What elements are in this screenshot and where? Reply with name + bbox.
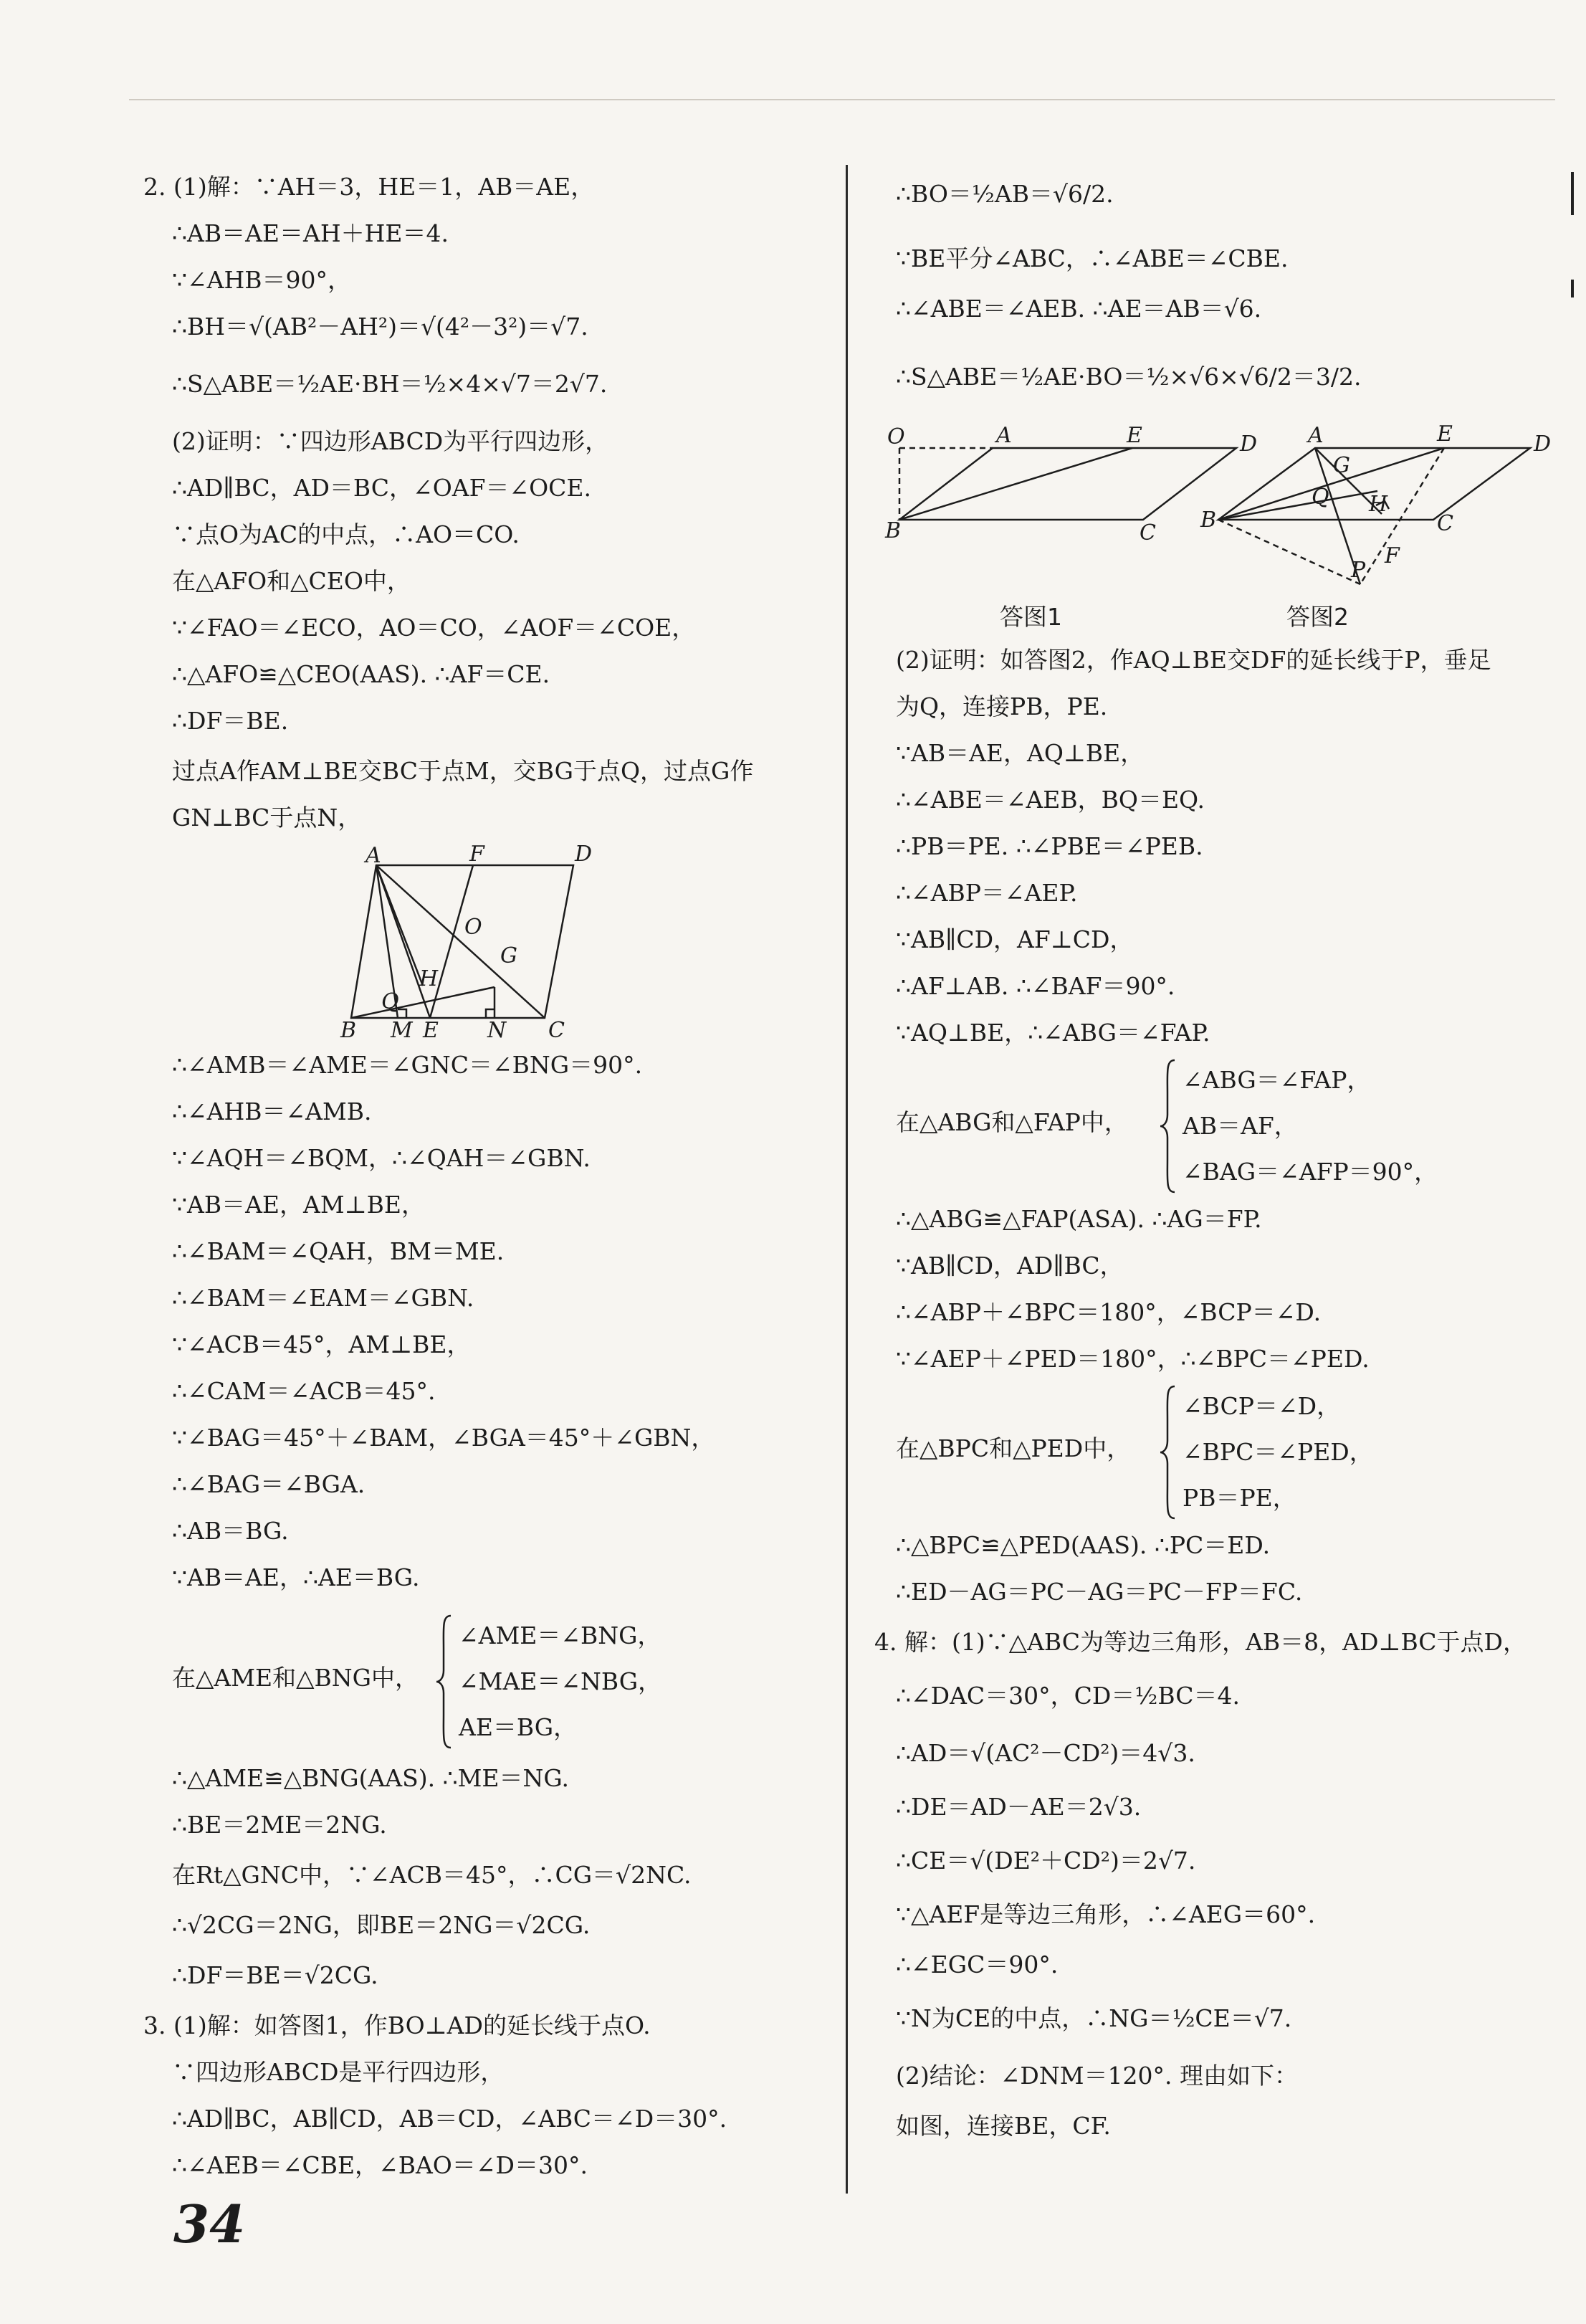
text-line: ∴BO＝½AB＝√6/2. [896,180,1114,208]
text-line: ∵∠AEP＋∠PED＝180°，∴∠BPC＝∠PED. [896,1345,1370,1373]
text-line: ∴∠AEB＝∠CBE，∠BAO＝∠D＝30°. [172,2151,588,2179]
figure-caption: 答图1 [1000,603,1062,631]
text-line: ∵AB∥CD，AD∥BC， [896,1252,1124,1280]
text-line: ∴DF＝BE＝√2CG. [172,1961,378,1989]
text-line: ∴AD∥BC，AD＝BC，∠OAF＝∠OCE. [172,474,592,502]
point-label: G [500,943,517,968]
brace-icon [434,1613,455,1751]
brace-line: ∠AME＝∠BNG， [459,1621,661,1649]
figure-caption: 答图2 [1286,603,1349,631]
text-line: ∴∠BAG＝∠BGA. [172,1470,366,1498]
text-line: ∵N为CE的中点，∴NG＝½CE＝√7. [896,2004,1292,2032]
point-label: B [340,1018,357,1043]
text-line: ∴BH＝√(AB²－AH²)＝√(4²－3²)＝√7. [172,313,588,340]
point-label: D [1240,432,1258,457]
text-line: ∵AB＝AE，∴AE＝BG. [172,1563,420,1591]
text-line: ∴CE＝√(DE²＋CD²)＝2√7. [896,1847,1196,1875]
text-line: 如图，连接BE，CF. [896,2112,1111,2140]
page-number: 34 [173,2194,246,2254]
point-label: O [464,915,482,940]
brace-line: ∠BCP＝∠D， [1183,1392,1341,1420]
brace-system [896,1384,1541,1527]
point-label: D [575,842,593,867]
text-line: ∴∠ABP＋∠BPC＝180°，∠BCP＝∠D. [896,1298,1322,1326]
text-line: 3. (1)解：如答图1，作BO⊥AD的延长线于点O. [143,2011,651,2039]
brace-system [172,1613,817,1756]
point-label: B [885,518,902,543]
point-label: D [1534,432,1552,457]
text-line: (2)证明：∵四边形ABCD为平行四边形， [172,427,609,455]
brace-label: 在△ABG和△FAP中， [896,1108,1128,1136]
text-line: ∴△AFO≌△CEO(AAS). ∴AF＝CE. [172,660,550,688]
text-line: ∴∠ABE＝∠AEB，BQ＝EQ. [896,786,1205,814]
text-line: ∴∠DAC＝30°，CD＝½BC＝4. [896,1682,1240,1710]
point-label: H [1369,492,1388,517]
text-line: ∴√2CG＝2NG，即BE＝2NG＝√2CG. [172,1911,591,1939]
point-label: C [1140,520,1156,546]
text-line: 在Rt△GNC中，∵∠ACB＝45°，∴CG＝√2NC. [172,1861,692,1889]
text-line: ∴∠BAM＝∠EAM＝∠GBN. [172,1284,474,1312]
text-line: 过点A作AM⊥BE交BC于点M，交BG于点Q，过点G作 [172,757,754,785]
brace-line: ∠ABG＝∠FAP， [1183,1066,1371,1094]
text-line: ∵∠AQH＝∠BQM，∴∠QAH＝∠GBN. [172,1144,591,1172]
text-line: ∴AB＝BG. [172,1517,289,1545]
point-label: M [391,1018,413,1043]
point-label: E [423,1018,439,1043]
text-line: ∴∠ABP＝∠AEP. [896,879,1078,907]
brace-line: PB＝PE， [1183,1484,1296,1512]
text-line: ∵AB＝AE，AQ⊥BE， [896,739,1145,767]
text-line: ∴PB＝PE. ∴∠PBE＝∠PEB. [896,832,1203,860]
text-line: ∵∠BAG＝45°＋∠BAM，∠BGA＝45°＋∠GBN， [172,1424,715,1452]
edge-mark-top [1571,172,1574,215]
point-label: P [1351,558,1366,583]
text-line: ∵AB∥CD，AF⊥CD， [896,925,1134,953]
text-line: ∴△AME≌△BNG(AAS). ∴ME＝NG. [172,1764,570,1792]
point-label: B [1200,508,1217,533]
text-line: ∴S△ABE＝½AE·BO＝½×√6×√6/2＝3/2. [896,363,1362,391]
text-line: ∴AF⊥AB. ∴∠BAF＝90°. [896,972,1175,1000]
point-label: C [1437,511,1453,536]
text-line: ∴AB＝AE＝AH＋HE＝4. [172,219,449,247]
text-line: ∴∠CAM＝∠ACB＝45°. [172,1377,436,1405]
point-label: E [1437,422,1453,447]
text-line: ∴∠AMB＝∠AME＝∠GNC＝∠BNG＝90°. [172,1051,643,1079]
text-line: ∵∠AHB＝90°， [172,266,351,294]
point-label: G [1333,453,1350,478]
brace-icon [1157,1057,1179,1195]
point-label: F [469,842,484,867]
text-line: ∴∠EGC＝90°. [896,1951,1059,1978]
point-label: Q [381,989,399,1014]
text-line: 为Q，连接PB，PE. [896,692,1108,720]
text-line: ∴ED－AG＝PC－AG＝PC－FP＝FC. [896,1578,1303,1606]
text-line: ∵∠FAO＝∠ECO，AO＝CO，∠AOF＝∠COE， [172,614,696,642]
header-rule [129,99,1555,100]
text-line: 在△AFO和△CEO中， [172,567,411,595]
text-line: ∵△AEF是等边三角形，∴∠AEG＝60°. [896,1900,1316,1928]
text-line: ∴△BPC≌△PED(AAS). ∴PC＝ED. [896,1531,1271,1559]
text-line: ∴S△ABE＝½AE·BH＝½×4×√7＝2√7. [172,370,608,398]
text-line: ∵四边形ABCD是平行四边形， [172,2058,505,2086]
text-line: ∴∠BAM＝∠QAH，BM＝ME. [172,1237,505,1265]
text-line: ∵BE平分∠ABC，∴∠ABE＝∠CBE. [896,244,1289,272]
text-line: ∴AD＝√(AC²－CD²)＝4√3. [896,1739,1195,1767]
text-line: ∴△ABG≌△FAP(ASA). ∴AG＝FP. [896,1205,1262,1233]
point-label: F [1385,543,1400,568]
figure-answer-1-and-2 [874,422,1577,583]
brace-line: AE＝BG， [459,1713,578,1741]
point-label: Q [1312,485,1329,510]
text-line: ∴∠ABE＝∠AEB. ∴AE＝AB＝√6. [896,295,1262,323]
text-line: ∵点O为AC的中点，∴AO＝CO. [172,520,520,548]
brace-line: ∠MAE＝∠NBG， [459,1667,662,1695]
brace-system [896,1057,1541,1201]
figure-parallelogram-left [340,842,593,1043]
brace-label: 在△AME和△BNG中， [172,1664,419,1692]
point-label: A [366,843,381,868]
point-label: O [887,424,905,449]
text-line: ∵AQ⊥BE，∴∠ABG＝∠FAP. [896,1019,1210,1047]
edge-mark-middle [1571,280,1574,297]
column-divider [846,165,848,2194]
brace-icon [1157,1384,1179,1521]
text-line: ∴BE＝2ME＝2NG. [172,1811,387,1839]
brace-label: 在△BPC和△PED中， [896,1434,1131,1462]
text-line: 2. (1)解：∵AH＝3，HE＝1，AB＝AE， [143,173,595,201]
text-line: (2)结论：∠DNM＝120°. 理由如下： [896,2062,1298,2090]
text-line: (2)证明：如答图2，作AQ⊥BE交DF的延长线于P，垂足 [896,646,1491,674]
point-label: E [1127,423,1142,448]
text-line: ∴∠AHB＝∠AMB. [172,1097,372,1125]
text-line: ∵AB＝AE，AM⊥BE， [172,1191,425,1219]
text-line: ∵∠ACB＝45°，AM⊥BE， [172,1330,471,1358]
brace-line: ∠BPC＝∠PED， [1183,1438,1373,1466]
brace-line: ∠BAG＝∠AFP＝90°， [1183,1158,1438,1186]
text-line: ∴DE＝AD－AE＝2√3. [896,1793,1142,1821]
point-label: C [548,1018,565,1043]
point-label: A [1308,423,1324,448]
text-line: 4. 解：(1)∵△ABC为等边三角形，AB＝8，AD⊥BC于点D， [874,1628,1527,1656]
point-label: H [419,966,439,991]
text-line: ∴AD∥BC，AB∥CD，AB＝CD，∠ABC＝∠D＝30°. [172,2105,727,2133]
brace-line: AB＝AF， [1183,1112,1298,1140]
text-line: ∴DF＝BE. [172,707,289,735]
point-label: N [487,1018,507,1043]
text-line: GN⊥BC于点N， [172,804,362,832]
point-label: A [996,423,1012,448]
